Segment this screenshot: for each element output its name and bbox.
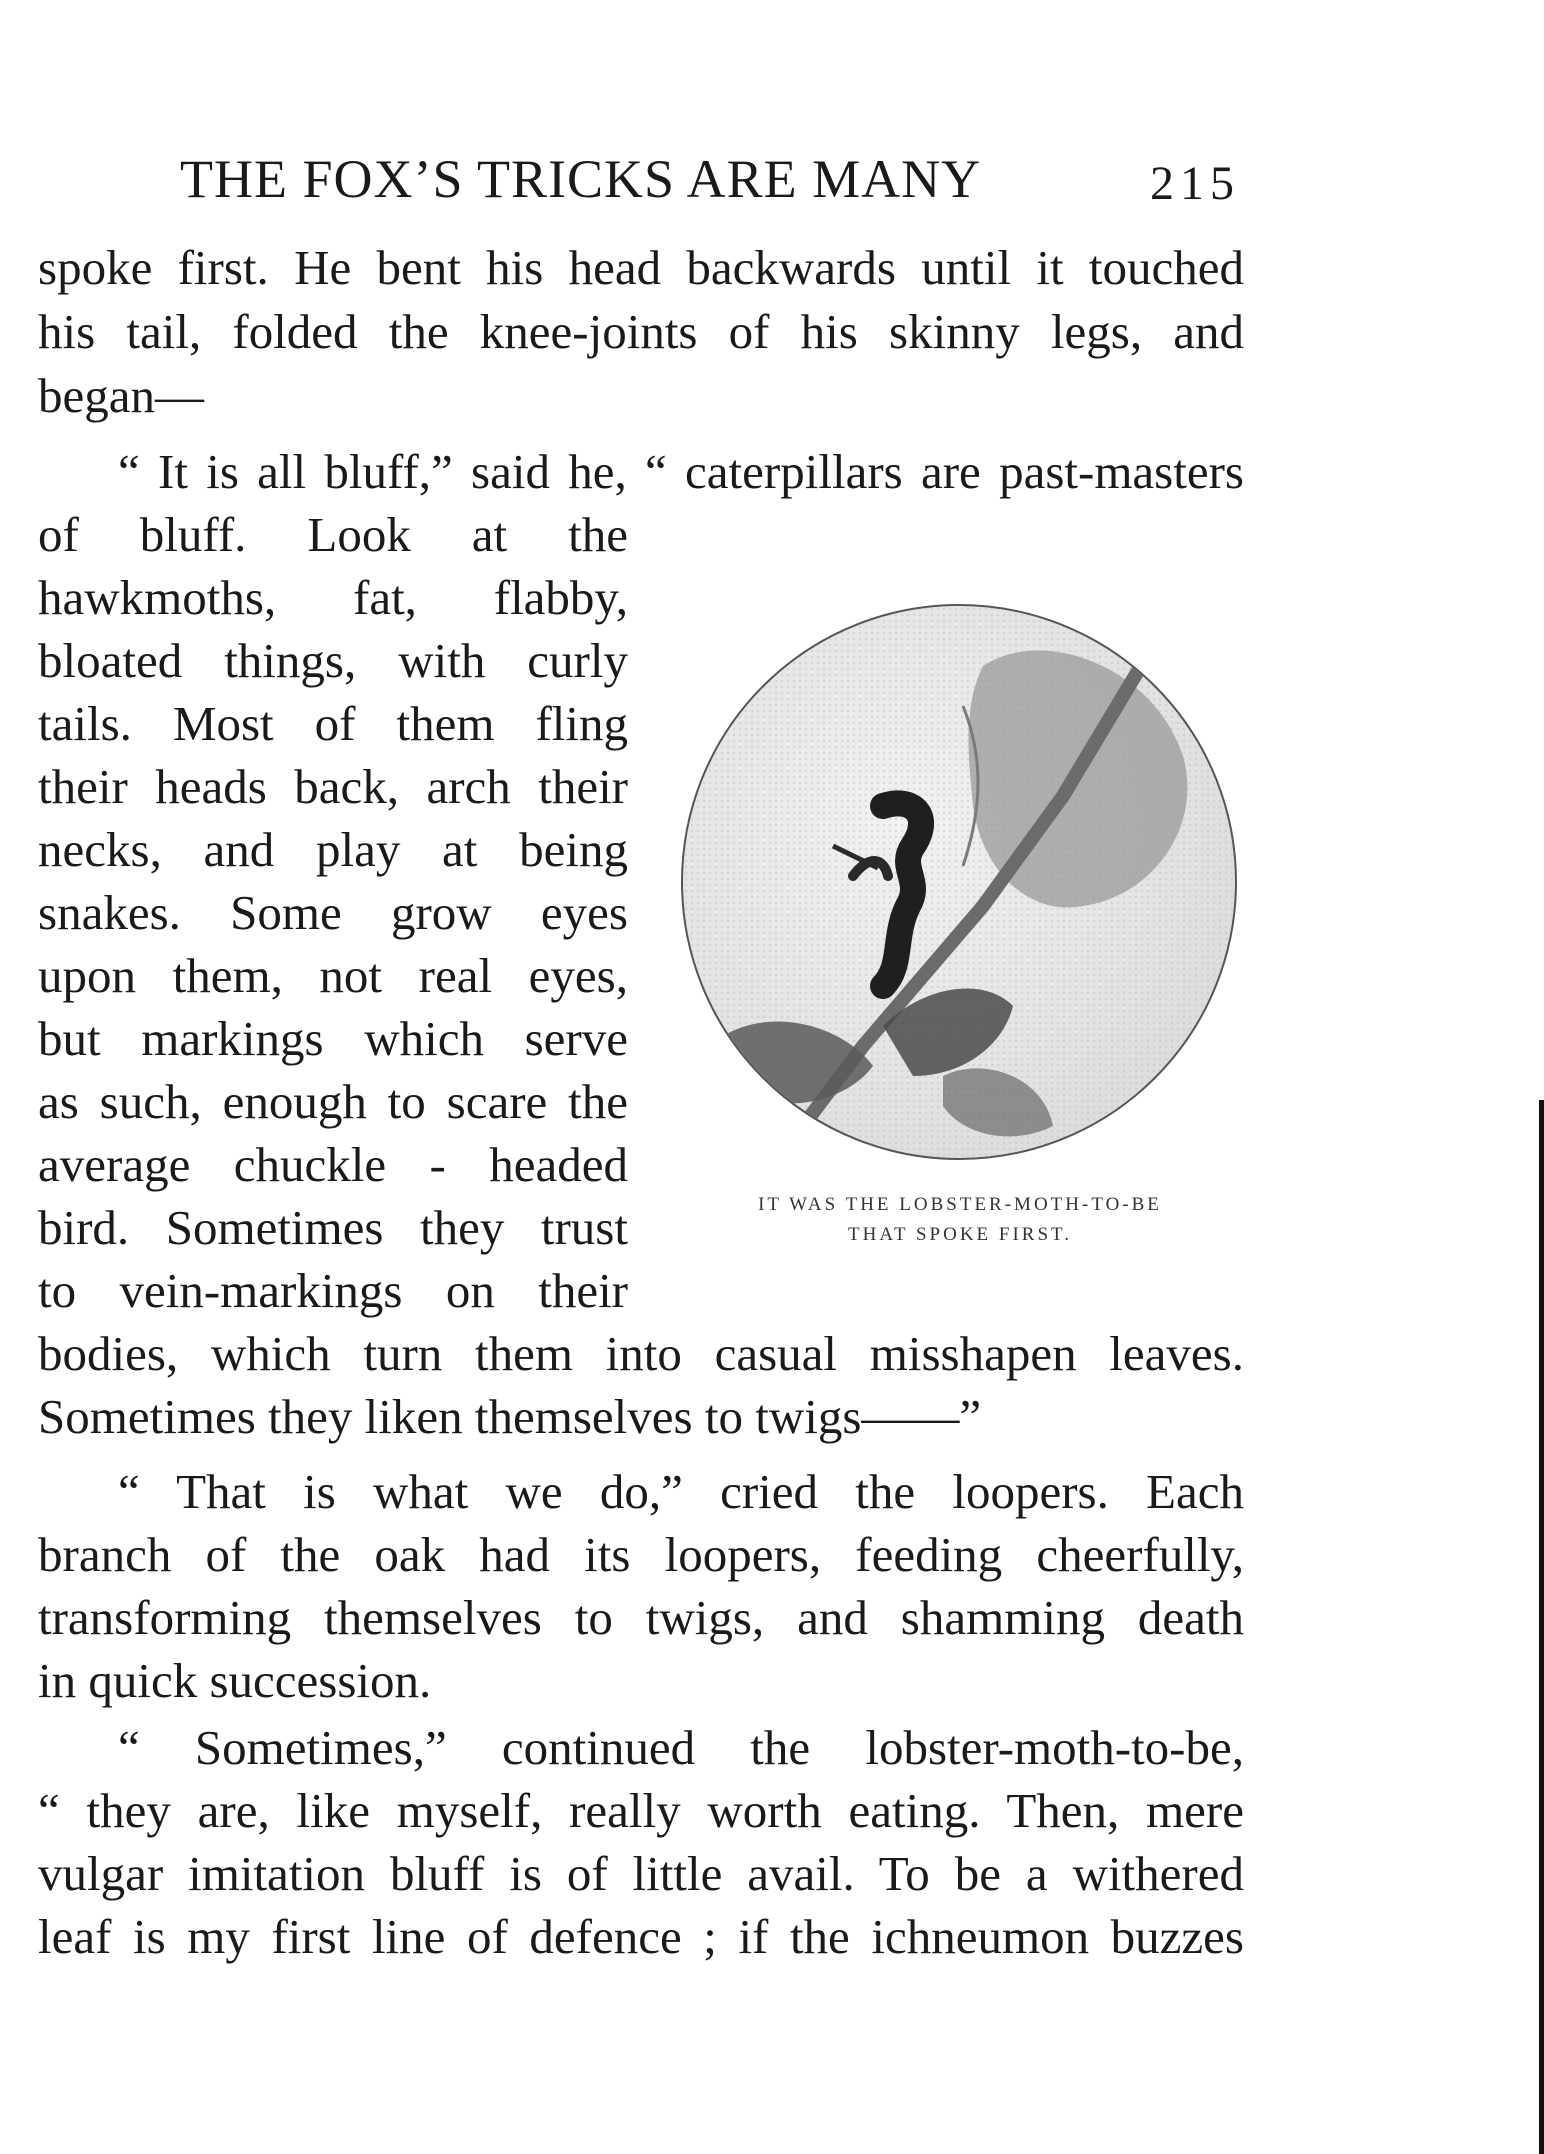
text-line: leaf is my first line of defence ; if the ichneumon buzzes [38, 1909, 1244, 1964]
running-header [180, 148, 1240, 218]
text-line: vulgar imitation bluff is of little avail. To be a withered [38, 1846, 1244, 1901]
text-line: average chuckle - headed [38, 1137, 628, 1192]
text-line: of bluff. Look at the [38, 507, 628, 562]
text-line: upon them, not real eyes, [38, 948, 628, 1003]
text-line: branch of the oak had its loopers, feeding cheerfully, [38, 1527, 1244, 1582]
text-line: “ Sometimes,” continued the lobster-moth-to-be, [118, 1720, 1244, 1775]
text-line: “ It is all bluff,” said he, “ caterpillars are past-masters [118, 444, 1244, 499]
text-line: their heads back, arch their [38, 759, 628, 814]
text-line: spoke first. He bent his head backwards until it touched [38, 240, 1244, 295]
text-line: snakes. Some grow eyes [38, 885, 628, 940]
text-line: transforming themselves to twigs, and shamming death [38, 1590, 1244, 1645]
text-line: “ they are, like myself, really worth eating. Then, mere [38, 1783, 1244, 1838]
caption-line: THAT SPOKE FIRST. [848, 1224, 1072, 1245]
text-line: necks, and play at being [38, 822, 628, 877]
text-line: to vein-markings on their [38, 1263, 628, 1318]
page-number: 215 [1150, 157, 1240, 210]
caption-line: IT WAS THE LOBSTER-MOTH-TO-BE [758, 1194, 1162, 1215]
text-line: began— [38, 368, 204, 423]
text-line: bloated things, with curly [38, 633, 628, 688]
text-line: hawkmoths, fat, flabby, [38, 570, 628, 625]
text-line: bird. Sometimes they trust [38, 1200, 628, 1255]
page-edge [1539, 1100, 1544, 2154]
text-line: in quick succession. [38, 1653, 432, 1708]
caterpillar-illustration [681, 604, 1237, 1160]
text-line: “ That is what we do,” cried the loopers. Each [118, 1464, 1244, 1519]
text-line: Sometimes they liken themselves to twigs——” [38, 1389, 982, 1444]
text-line: as such, enough to scare the [38, 1074, 628, 1129]
text-line: bodies, which turn them into casual misshapen leaves. [38, 1326, 1244, 1381]
running-title: THE FOX’S TRICKS ARE MANY [180, 149, 982, 209]
text-line: tails. Most of them fling [38, 696, 628, 751]
caterpillar-on-oak-twig-image [683, 606, 1235, 1158]
text-line: his tail, folded the knee-joints of his skinny legs, and [38, 304, 1244, 359]
text-line: but markings which serve [38, 1011, 628, 1066]
figure-caption [680, 1190, 1240, 1250]
